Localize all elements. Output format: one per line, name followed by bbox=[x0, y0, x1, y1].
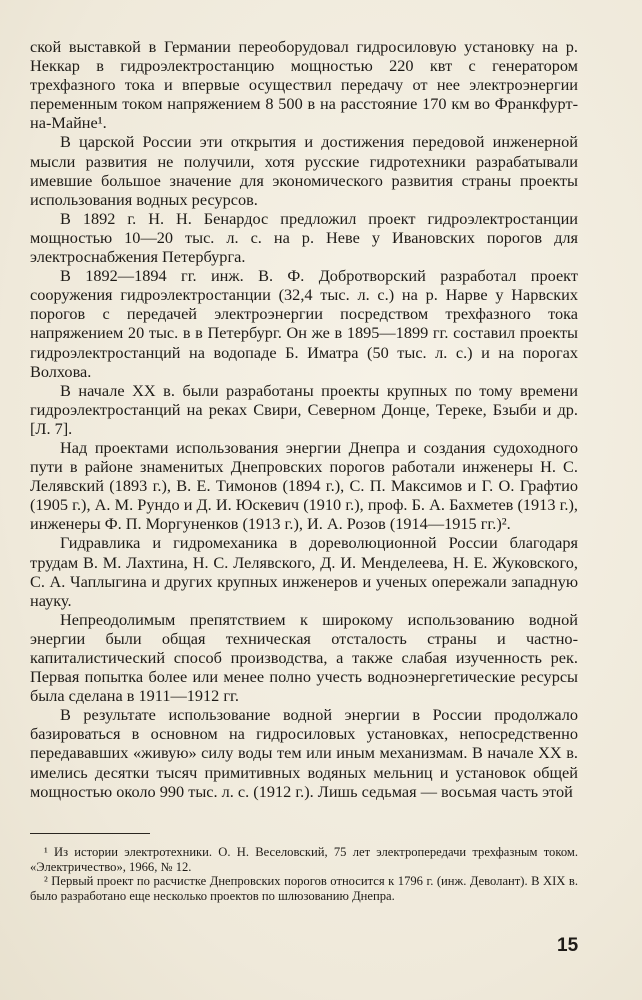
paragraph-6: Над проектами использования энергии Днепра и создания судоходного пути в районе знаменитых Днепровских порогов работали инженеры Н. С. Лелявский (1893 г.), В. Е. Тимонов (1894 г.), С. П. Максимов и Г. О. Графтио (1905 г.), А. М. Рундо и Д. И. Юскевич (1910 г.), проф. Б. А. Бахметев (1913 г.), инженеры Ф. П. Моргуненков (1913 г.), И. А. Розов (1914—1915 гг.)². bbox=[30, 437, 578, 534]
paragraph-8: Непреодолимым препятствием к широкому использованию водной энергии были общая техническая отсталость страны и частно-капиталистический способ производства, а также слабая изученность рек. Первая попытка более или менее полно учесть водноэнергетические ресурсы была сделана в 1911—1912 гг. bbox=[30, 609, 578, 706]
page-number: 15 bbox=[557, 935, 579, 956]
paragraph-4: В 1892—1894 гг. инж. В. Ф. Добротворский разработал проект сооружения гидроэлектростанции (32,4 тыс. л. с.) на р. Нарве у Нарвских порогов с передачей электроэнергии посредством трехфазного тока напряжением 20 тыс. в в Петербург. Он же в 1895—1899 гг. составил проекты гидроэлектростанций на водопаде Б. Иматра (50 тыс. л. с.) и на порогах Волхова. bbox=[30, 266, 578, 381]
main-text bbox=[30, 37, 578, 801]
paragraph-9: В результате использование водной энергии в России продолжало базироваться в основном на гидросиловых установках, непосредственно передававших «живую» силу воды тем или иным механизмам. В начале XX в. имелись десятки тысяч примитивных водяных мельниц и установок общей мощностью около 990 тыс. л. с. (1912 г.). Лишь седьмая — восьмая часть этой bbox=[30, 705, 578, 801]
footnotes bbox=[30, 845, 578, 903]
paragraph-5: В начале XX в. были разработаны проекты крупных по тому времени гидроэлектростанций на реках Свири, Северном Донце, Тереке, Бзыби и др. [Л. 7]. bbox=[30, 380, 578, 438]
paragraph-1: ской выставкой в Германии переоборудовал гидросиловую установку на р. Неккар в гидроэлектростанцию мощностью 220 квт с генератором трехфазного тока и впервые осуществил передачу от нее электроэнергии переменным током напряжением 8 500 в на расстояние 170 км во Франкфурт-на-Майне¹. bbox=[30, 37, 578, 133]
footnote-1: ¹ Из истории электротехники. О. Н. Веселовский, 75 лет электропередачи трехфазным током. «Электричество», 1966, № 12. bbox=[30, 845, 578, 874]
footnote-divider bbox=[30, 833, 150, 834]
paragraph-3: В 1892 г. Н. Н. Бенардос предложил проект гидроэлектростанции мощностью 10—20 тыс. л. с. на р. Неве у Ивановских порогов для электроснабжения Петербурга. bbox=[30, 208, 578, 267]
footnote-2: ² Первый проект по расчистке Днепровских порогов относится к 1796 г. (инж. Деволант). В XIX в. было разработано еще несколько проектов по шлюзованию Днепра. bbox=[30, 874, 578, 903]
paragraph-2: В царской России эти открытия и достижения передовой инженерной мысли развития не получили, хотя русские гидротехники разрабатывали имевшие большое значение для экономического развития страны проекты использования водных ресурсов. bbox=[30, 132, 578, 209]
paragraph-7: Гидравлика и гидромеханика в дореволюционной России благодаря трудам В. М. Лахтина, Н. С. Лелявского, Д. И. Менделеева, Н. Е. Жуковского, С. А. Чаплыгина и других крупных инженеров и ученых опережали западную науку. bbox=[30, 533, 578, 610]
